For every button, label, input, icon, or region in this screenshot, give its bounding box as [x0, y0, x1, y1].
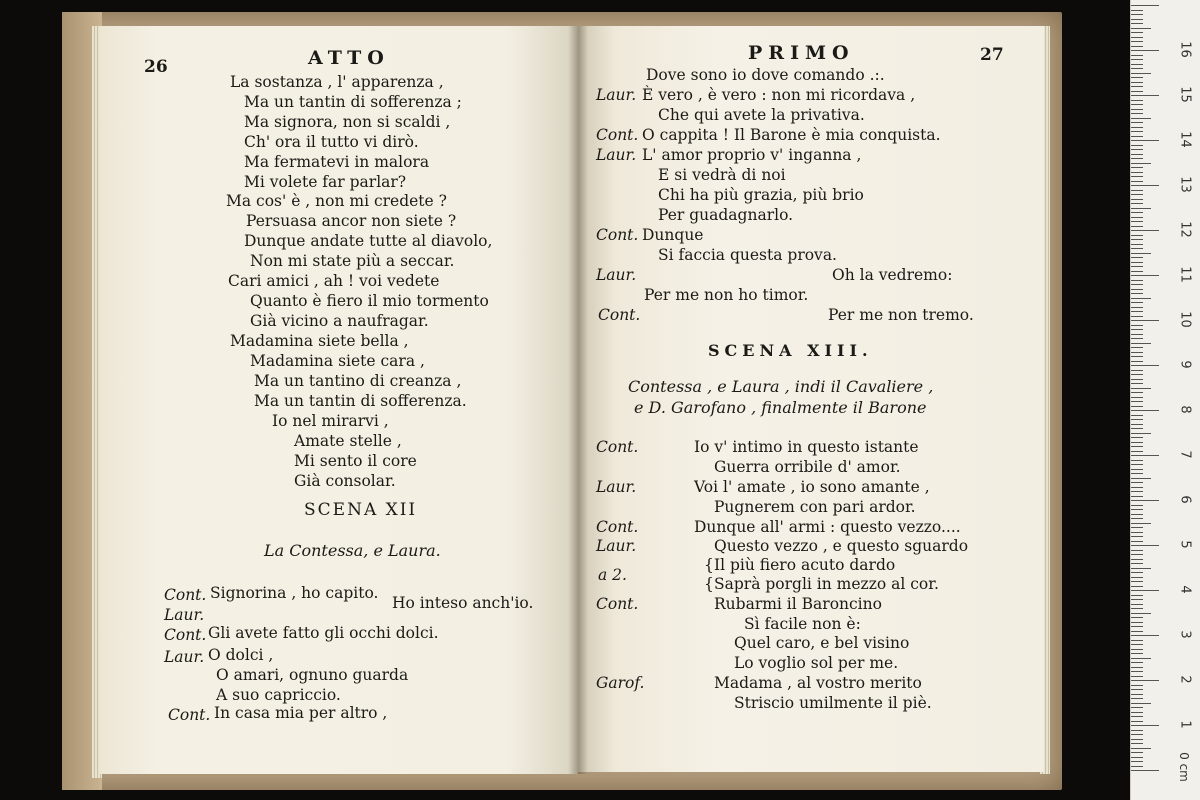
ruler-tick	[1131, 185, 1159, 186]
running-head: PRIMO	[748, 42, 855, 64]
ruler-tick	[1131, 662, 1143, 663]
ruler-tick	[1131, 334, 1143, 335]
verse-line: Madamina siete cara ,	[250, 352, 425, 370]
ruler-tick	[1131, 77, 1143, 78]
ruler-number: 7	[1177, 450, 1193, 459]
ruler-tick	[1131, 320, 1159, 321]
ruler-tick	[1131, 140, 1159, 141]
ruler-tick	[1131, 590, 1159, 591]
book-gutter	[568, 26, 588, 774]
ruler-tick	[1131, 257, 1143, 258]
ruler-tick	[1131, 316, 1143, 317]
ruler-tick	[1131, 545, 1159, 546]
ruler-tick	[1131, 599, 1143, 600]
ruler-number: 6	[1177, 495, 1193, 504]
ruler-tick	[1131, 208, 1151, 209]
scene-title: SCENA XII	[304, 500, 418, 520]
verse-line: Ma un tantino di creanza ,	[254, 372, 462, 390]
page-number: 26	[144, 57, 168, 77]
ruler-tick	[1131, 613, 1151, 614]
ruler-tick	[1131, 604, 1143, 605]
ruler-tick	[1131, 451, 1143, 452]
ruler-tick	[1131, 104, 1143, 105]
scene-title: SCENA XIII.	[708, 341, 873, 360]
ruler-tick	[1131, 631, 1143, 632]
brace: {	[704, 556, 714, 574]
ruler-tick	[1131, 577, 1143, 578]
ruler-tick	[1131, 509, 1143, 510]
ruler-number: 10	[1177, 311, 1193, 328]
ruler-tick	[1131, 64, 1143, 65]
ruler-tick	[1131, 608, 1143, 609]
ruler-tick	[1131, 649, 1143, 650]
ruler-tick	[1131, 703, 1151, 704]
speaker: Laur.	[596, 478, 637, 496]
ruler-tick	[1131, 473, 1143, 474]
ruler-tick	[1131, 617, 1143, 618]
ruler-tick	[1131, 676, 1143, 677]
verse-line: Ma un tantin di sofferenza ;	[244, 93, 462, 111]
speaker: Cont.	[164, 626, 207, 644]
ruler-tick	[1131, 82, 1143, 83]
dialogue-line: O cappita ! Il Barone è mia conquista.	[642, 126, 941, 144]
ruler-tick	[1131, 356, 1143, 357]
ruler-tick	[1131, 716, 1143, 717]
ruler-tick	[1131, 361, 1143, 362]
ruler-tick	[1131, 19, 1143, 20]
ruler-number: 16	[1177, 41, 1193, 58]
ruler-tick	[1131, 694, 1143, 695]
ruler-tick	[1131, 32, 1143, 33]
dialogue-line: Ho inteso anch'io.	[392, 594, 534, 612]
dialogue-line: Striscio umilmente il piè.	[734, 694, 932, 712]
ruler-tick	[1131, 424, 1143, 425]
speaker: Cont.	[164, 586, 207, 604]
dialogue-line: Signorina , ho capito.	[210, 584, 379, 602]
ruler-tick	[1131, 406, 1143, 407]
ruler-tick	[1131, 410, 1159, 411]
dialogue-line: Si faccia questa prova.	[658, 246, 837, 264]
speaker: Laur.	[596, 266, 637, 284]
ruler-tick	[1131, 172, 1143, 173]
speaker: Laur.	[596, 86, 637, 104]
ruler-tick	[1131, 658, 1151, 659]
dialogue-line: Dunque	[642, 226, 704, 244]
ruler-number: 12	[1177, 221, 1193, 238]
speaker: Laur.	[164, 648, 205, 666]
ruler-tick	[1131, 145, 1143, 146]
ruler-tick	[1131, 167, 1143, 168]
verse-line: Ma signora, non si scaldi ,	[244, 113, 451, 131]
scene-subtitle: e D. Garofano , finalmente il Barone	[634, 398, 927, 417]
ruler-tick	[1131, 770, 1159, 771]
ruler-tick	[1131, 262, 1143, 263]
verse-line: Cari amici , ah ! voi vedete	[228, 272, 440, 290]
ruler-tick	[1131, 136, 1143, 137]
speaker: a 2.	[598, 566, 627, 584]
ruler-tick	[1131, 761, 1143, 762]
ruler-tick	[1131, 154, 1143, 155]
dialogue-line: E si vedrà di noi	[658, 166, 786, 184]
verse-line: Dunque andate tutte al diavolo,	[244, 232, 493, 250]
ruler-tick	[1131, 671, 1143, 672]
dialogue-line: Chi ha più grazia, più brio	[658, 186, 864, 204]
dialogue-line: Per me non tremo.	[828, 306, 974, 324]
ruler-tick	[1131, 685, 1143, 686]
verse-line: Quanto è fiero il mio tormento	[250, 292, 489, 310]
ruler-tick	[1131, 491, 1143, 492]
ruler-tick	[1131, 109, 1143, 110]
ruler-tick	[1131, 122, 1143, 123]
ruler-tick	[1131, 752, 1143, 753]
ruler-tick	[1131, 370, 1143, 371]
page-number: 27	[980, 45, 1004, 65]
verse-line: Ma un tantin di sofferenza.	[254, 392, 467, 410]
ruler-tick	[1131, 743, 1143, 744]
dialogue-line: Pugnerem con pari ardor.	[714, 498, 916, 516]
ruler-tick	[1131, 496, 1143, 497]
ruler-tick	[1131, 437, 1143, 438]
ruler-tick	[1131, 176, 1143, 177]
scene-subtitle: Contessa , e Laura , indi il Cavaliere ,	[628, 377, 934, 396]
dialogue-line: O amari, ognuno guarda	[216, 666, 409, 684]
verse-line: Madamina siete bella ,	[230, 332, 409, 350]
dialogue-line: In casa mia per altro ,	[214, 704, 388, 722]
ruler-tick	[1131, 55, 1143, 56]
ruler-tick	[1131, 113, 1143, 114]
ruler-tick	[1131, 680, 1159, 681]
ruler-tick	[1131, 388, 1151, 389]
ruler-tick	[1131, 194, 1143, 195]
ruler-tick	[1131, 401, 1143, 402]
dialogue-line: Per me non ho timor.	[644, 286, 809, 304]
ruler-tick	[1131, 289, 1143, 290]
dialogue-line: Che qui avete la privativa.	[658, 106, 865, 124]
ruler-tick	[1131, 23, 1143, 24]
ruler-tick	[1131, 329, 1143, 330]
ruler-tick	[1131, 595, 1143, 596]
ruler-tick	[1131, 428, 1143, 429]
ruler-tick	[1131, 532, 1143, 533]
ruler-tick	[1131, 518, 1143, 519]
ruler-tick	[1131, 563, 1143, 564]
ruler-tick	[1131, 433, 1151, 434]
ruler-tick	[1131, 739, 1143, 740]
dialogue-line: Il più fiero acuto dardo	[714, 556, 896, 574]
speaker: Cont.	[598, 306, 641, 324]
ruler-tick	[1131, 712, 1143, 713]
ruler-tick	[1131, 271, 1143, 272]
ruler-tick	[1131, 248, 1143, 249]
ruler-tick	[1131, 91, 1143, 92]
ruler-tick	[1131, 374, 1143, 375]
dialogue-line: Rubarmi il Baroncino	[714, 595, 882, 613]
speaker: Cont.	[596, 226, 639, 244]
ruler-tick	[1131, 748, 1151, 749]
ruler-number: 2	[1177, 675, 1193, 684]
ruler-tick	[1131, 41, 1143, 42]
ruler-tick	[1131, 235, 1143, 236]
ruler-number: 15	[1177, 86, 1193, 103]
ruler-tick	[1131, 707, 1143, 708]
ruler-tick	[1131, 131, 1143, 132]
ruler-tick	[1131, 253, 1151, 254]
ruler-tick	[1131, 622, 1143, 623]
right-page	[578, 26, 1044, 772]
ruler-number: 14	[1177, 131, 1193, 148]
ruler-tick	[1131, 311, 1143, 312]
dialogue-line: Quel caro, e bel visino	[734, 634, 910, 652]
ruler-tick	[1131, 212, 1143, 213]
ruler-tick	[1131, 500, 1159, 501]
dialogue-line: Sì facile non è:	[744, 615, 861, 633]
ruler-tick	[1131, 640, 1143, 641]
ruler-tick	[1131, 559, 1143, 560]
ruler-tick	[1131, 478, 1151, 479]
ruler-tick	[1131, 190, 1143, 191]
ruler-tick	[1131, 586, 1143, 587]
speaker: Laur.	[596, 537, 637, 555]
ruler-tick	[1131, 725, 1159, 726]
verse-line: Ma fermatevi in malora	[244, 153, 430, 171]
ruler-tick	[1131, 14, 1143, 15]
verse-line: Amate stelle ,	[294, 432, 402, 450]
ruler-tick	[1131, 293, 1143, 294]
ruler-tick	[1131, 181, 1143, 182]
ruler-tick	[1131, 118, 1151, 119]
speaker: Cont.	[596, 518, 639, 536]
ruler-tick	[1131, 338, 1143, 339]
verse-line: Già vicino a naufragar.	[250, 312, 429, 330]
ruler-tick	[1131, 127, 1143, 128]
ruler-number: 5	[1177, 540, 1193, 549]
ruler-tick	[1131, 10, 1143, 11]
ruler-tick	[1131, 442, 1143, 443]
ruler-tick	[1131, 541, 1143, 542]
ruler-tick	[1131, 325, 1143, 326]
scene-subtitle: La Contessa, e Laura.	[264, 541, 441, 560]
verse-line: Persuasa ancor non siete ?	[246, 212, 457, 230]
dialogue-line: Oh la vedremo:	[832, 266, 953, 284]
dialogue-line: L' amor proprio v' inganna ,	[642, 146, 862, 164]
ruler-tick	[1131, 536, 1143, 537]
ruler-tick	[1131, 505, 1143, 506]
verse-line: La sostanza , l' apparenza ,	[230, 73, 444, 91]
ruler-tick	[1131, 302, 1143, 303]
dialogue-line: Saprà porgli in mezzo al cor.	[714, 575, 939, 593]
ruler-tick	[1131, 50, 1159, 51]
dialogue-line: Gli avete fatto gli occhi dolci.	[208, 624, 439, 642]
ruler-tick	[1131, 766, 1143, 767]
ruler-tick	[1131, 73, 1151, 74]
ruler-tick	[1131, 460, 1143, 461]
ruler-tick	[1131, 239, 1143, 240]
ruler-tick	[1131, 199, 1143, 200]
measuring-ruler	[1130, 0, 1200, 800]
ruler-tick	[1131, 307, 1143, 308]
ruler-tick	[1131, 68, 1143, 69]
dialogue-line: A suo capriccio.	[216, 686, 341, 704]
ruler-tick	[1131, 527, 1143, 528]
ruler-tick	[1131, 298, 1151, 299]
speaker: Cont.	[168, 706, 211, 724]
ruler-tick	[1131, 5, 1159, 6]
ruler-tick	[1131, 757, 1143, 758]
ruler-tick	[1131, 86, 1143, 87]
ruler-number: 9	[1177, 360, 1193, 369]
ruler-tick	[1131, 698, 1143, 699]
ruler-tick	[1131, 487, 1143, 488]
ruler-tick	[1131, 721, 1143, 722]
ruler-tick	[1131, 275, 1159, 276]
ruler-tick	[1131, 734, 1143, 735]
ruler-tick	[1131, 482, 1143, 483]
ruler-tick	[1131, 514, 1143, 515]
ruler-tick	[1131, 284, 1143, 285]
ruler-tick	[1131, 689, 1143, 690]
ruler-number: 3	[1177, 630, 1193, 639]
left-page	[100, 26, 578, 774]
ruler-tick	[1131, 667, 1143, 668]
speaker: Laur.	[164, 606, 205, 624]
dialogue-line: Lo voglio sol per me.	[734, 654, 899, 672]
dialogue-line: Per guadagnarlo.	[658, 206, 794, 224]
ruler-number: 11	[1177, 266, 1193, 283]
speaker: Cont.	[596, 595, 639, 613]
ruler-tick	[1131, 365, 1159, 366]
ruler-tick	[1131, 523, 1151, 524]
verse-line: Non mi state più a seccar.	[250, 252, 455, 270]
ruler-tick	[1131, 163, 1151, 164]
ruler-number: 13	[1177, 176, 1193, 193]
ruler-tick	[1131, 244, 1143, 245]
ruler-tick	[1131, 28, 1151, 29]
ruler-tick	[1131, 383, 1143, 384]
ruler-number: 1	[1177, 720, 1193, 729]
dialogue-line: Madama , al vostro merito	[714, 674, 922, 692]
verse-line: Già consolar.	[294, 472, 396, 490]
ruler-tick	[1131, 217, 1143, 218]
ruler-tick	[1131, 352, 1143, 353]
speaker: Laur.	[596, 146, 637, 164]
dialogue-line: Dunque all' armi : questo vezzo....	[694, 518, 961, 536]
speaker: Garof.	[596, 674, 645, 692]
speaker: Cont.	[596, 126, 639, 144]
ruler-tick	[1131, 95, 1159, 96]
verse-line: Io nel mirarvi ,	[272, 412, 389, 430]
ruler-tick	[1131, 635, 1159, 636]
ruler-tick	[1131, 59, 1143, 60]
ruler-tick	[1131, 392, 1143, 393]
ruler-tick	[1131, 343, 1151, 344]
ruler-tick	[1131, 266, 1143, 267]
speaker: Cont.	[596, 438, 639, 456]
ruler-tick	[1131, 626, 1143, 627]
dialogue-line: Voi l' amate , io sono amante ,	[694, 478, 930, 496]
dialogue-line: Questo vezzo , e questo sguardo	[714, 537, 969, 555]
ruler-number: 8	[1177, 405, 1193, 414]
ruler-tick	[1131, 158, 1143, 159]
ruler-tick	[1131, 419, 1143, 420]
ruler-tick	[1131, 644, 1143, 645]
ruler-tick	[1131, 455, 1159, 456]
ruler-tick	[1131, 226, 1143, 227]
verse-line: Ma cos' è , non mi credete ?	[226, 192, 447, 210]
dialogue-line: Dove sono io dove comando .:.	[646, 66, 885, 84]
ruler-unit-label: 0 cm	[1176, 752, 1191, 782]
ruler-tick	[1131, 581, 1143, 582]
ruler-tick	[1131, 446, 1143, 447]
ruler-tick	[1131, 230, 1159, 231]
ruler-tick	[1131, 280, 1143, 281]
ruler-tick	[1131, 221, 1143, 222]
ruler-tick	[1131, 554, 1143, 555]
verse-line: Ch' ora il tutto vi dirò.	[244, 133, 419, 151]
ruler-tick	[1131, 464, 1143, 465]
ruler-tick	[1131, 46, 1143, 47]
ruler-tick	[1131, 347, 1143, 348]
brace: {	[704, 575, 714, 593]
verse-line: Mi volete far parlar?	[244, 173, 407, 191]
ruler-tick	[1131, 100, 1143, 101]
ruler-tick	[1131, 37, 1143, 38]
ruler-tick	[1131, 653, 1143, 654]
ruler-tick	[1131, 397, 1143, 398]
ruler-tick	[1131, 550, 1143, 551]
dialogue-line: È vero , è vero : non mi ricordava ,	[642, 86, 916, 104]
dialogue-line: Guerra orribile d' amor.	[714, 458, 901, 476]
ruler-number: 4	[1177, 585, 1193, 594]
dialogue-line: O dolci ,	[208, 646, 274, 664]
ruler-tick	[1131, 379, 1143, 380]
ruler-tick	[1131, 149, 1143, 150]
ruler-tick	[1131, 730, 1143, 731]
ruler-tick	[1131, 469, 1143, 470]
ruler-tick	[1131, 415, 1143, 416]
ruler-tick	[1131, 568, 1151, 569]
verse-line: Mi sento il core	[294, 452, 417, 470]
running-head: ATTO	[308, 47, 390, 69]
dialogue-line: Io v' intimo in questo istante	[694, 438, 919, 456]
ruler-tick	[1131, 203, 1143, 204]
ruler-tick	[1131, 572, 1143, 573]
